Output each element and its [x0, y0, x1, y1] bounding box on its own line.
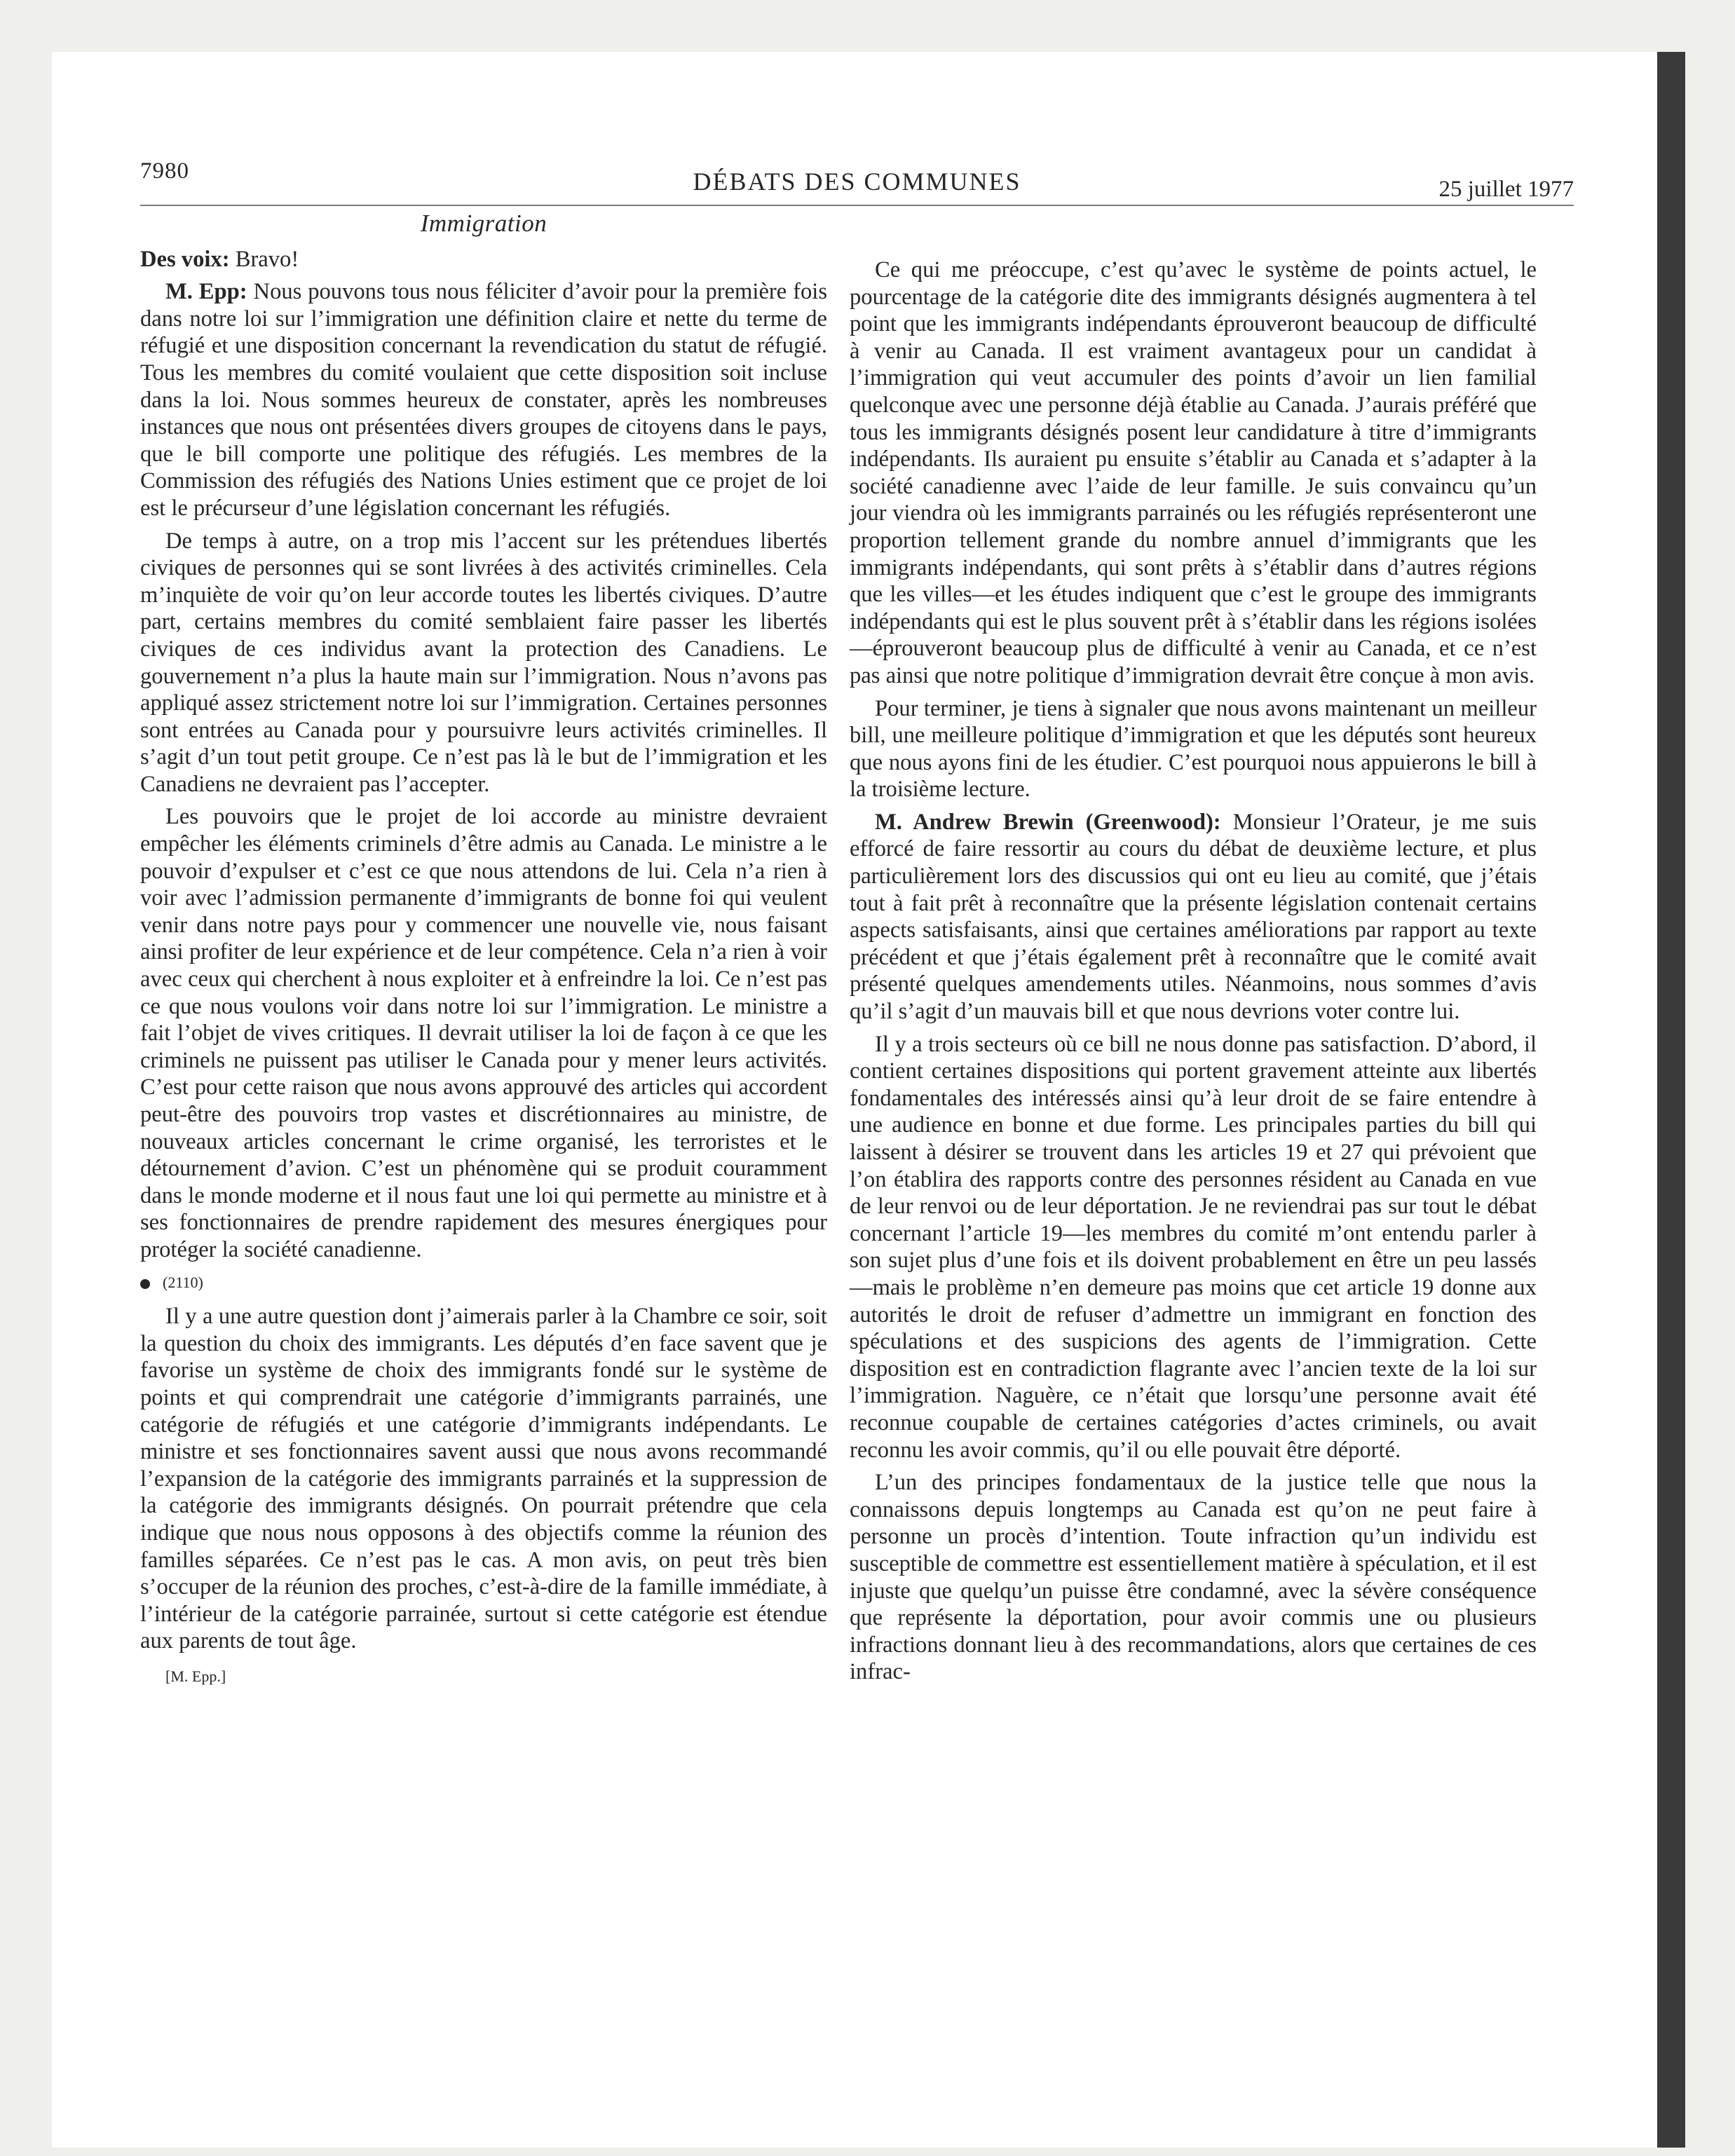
page-header [140, 158, 1574, 206]
speaker-name: M. Andrew Brewin (Greenwood): [875, 809, 1221, 835]
paragraph: Les pouvoirs que le projet de loi accorde au ministre devraient empêcher les éléments criminels d’être admis au Canada. Le ministre a le pouvoir d’expulser et c’est ce que nous attendons de lui. Cela n’a rien à voir avec l’admission permanente d’immigrants de bonne foi qui veulent venir dans notre pays pour y commencer une nouvelle vie, nous faisant ainsi profiter de leur expérience et de leur compétence. Cela n’a rien à voir avec ceux qui cherchent à nous exploiter et à enfreindre la loi. Ce n’est pas ce que nous voulons voir dans notre loi sur l’immigration. Le ministre a fait l’objet de vives critiques. Il devrait utiliser la loi de façon à ce que les criminels ne puissent pas utiliser le Canada pour y mener leurs activités. C’est pour cette raison que nous avons approuvé des articles qui accordent peut-être des pouvoirs trop vastes et discrétionnaires au ministre, de nouveaux articles concernant le crime organisé, les terroristes et le détournement d’avion. C’est un phénomène qui se produit couramment dans le monde moderne et il nous faut une loi qui permette au ministre et à ses fonctionnaires de prendre rapidement des mesures énergiques pour protéger la société canadienne. [140, 804, 827, 1262]
time-marker [140, 1269, 827, 1297]
paragraph: Il y a une autre question dont j’aimerais parler à la Chambre ce soir, soit la question du choix des immigrants. Les députés d’en face savent que je favorise un système de choix des immigrants fondé sur le système de points et qui comprendrait une catégorie d’immigrants parrainés, une catégorie de réfugiés et une catégorie d’immigrants indépendants. Le ministre et ses fonctionnaires savent aussi que nous avons recommandé l’expansion de la catégorie des immigrants parrainés et la suppression de la catégorie des immigrants désignés. On pourrait prétendre que cela indique que nous nous opposons à des objectifs comme la réunion des familles séparées. Ce n’est pas le cas. A mon avis, on peut très bien s’occuper de la réunion des proches, c’est-à-dire de la famille immédiate, à l’intérieur de la catégorie parrainée, surtout si cette catégorie est étendue aux parents de tout âge. [140, 1304, 827, 1654]
paragraph-text: Monsieur l’Orateur, je me suis efforcé de faire ressortir au cours du débat de deuxième lecture, et plus particulièrement lors des discussios qui ont eu lieu au comité, que j’étais tout à fait prêt à reconnaître que la présente législation contenait certains aspects satisfaisants, ainsi que certaines améliorations par rapport au texte précédent et que j’étais également prêt à reconnaître que le comité avait présenté quelques amendements utiles. Néanmoins, nous sommes d’avis qu’il s’agit d’un mauvais bill et que nous devrions voter contre lui. [850, 809, 1537, 1025]
paragraph [140, 246, 827, 273]
paragraph: De temps à autre, on a trop mis l’accent sur les prétendues libertés civiques de personnes qui se sont livrées à des activités criminelles. Cela m’inquiète de voir qu’on leur accorde toutes les libertés civiques. D’autre part, certains membres du comité semblaient faire passer les libertés civiques de ces individus avant la protection des Canadiens. Le gouvernement n’a plus la haute main sur l’immigration. Nous n’avons pas appliqué assez strictement notre loi sur l’immigration. Certaines personnes sont entrées au Canada pour y poursuivre leurs activités criminelles. Il s’agit d’un tout petit groupe. Ce n’est pas là le but de l’immigration et les Canadiens ne devraient pas l’accepter. [140, 528, 827, 797]
header-rule [140, 205, 1574, 206]
paragraph-text: Nous pouvons tous nous féliciter d’avoir pour la première fois dans notre loi sur l’immigration une définition claire et nette du terme de réfugié et une disposition concernant la revendication du statut de réfugié. Tous les membres du comité voulaient que cette disposition soit incluse dans la loi. Nous sommes heureux de constater, après les nombreuses instances que nous ont présentées divers groupes de citoyens dans le pays, que le bill comporte une politique des réfugiés. Les membres de la Commission des réfugiés des Nations Unies estiment que ce projet de loi est le précurseur d’une législation concernant les réfugiés. [140, 279, 827, 521]
speaker-name: M. Epp: [165, 279, 247, 305]
bullet-icon [140, 1279, 150, 1289]
journal-title: DÉBATS DES COMMUNES [693, 168, 1021, 196]
page-date: 25 juillet 1977 [1438, 177, 1574, 202]
section-title: Immigration [420, 210, 547, 237]
paragraph: Il y a trois secteurs où ce bill ne nous donne pas satisfaction. D’abord, il contient certaines dispositions qui portent gravement atteinte aux libertés fondamentales des intéressés ainsi qu’à leur droit de se faire entendre à une audience en bonne et due forme. Les principales parties du bill qui laissent à désirer se trouvent dans les articles 19 et 27 qui prévoient que l’on établira des rapports contre des personnes résident au Canada en vue de leur renvoi ou de leur déportation. Je ne reviendrai pas sur tout le débat concernant l’article 19—les membres du comité m’ont entendu parler à son sujet plus d’une fois et ils doivent probablement en être un peu lassés—mais le problème n’en demeure pas moins que cet article 19 donne aux autorités le droit de refuser d’admettre un immigrant en fonction des spéculations et des suspicions des agents de l’immigration. Cette disposition est en contradiction flagrante avec l’ancien texte de la loi sur l’immigration. Naguère, ce n’était que lorsqu’une personne avait été reconnue coupable de certaines catégories d’actes criminels, ou avait reconnu les avoir commis, qu’il ou elle pouvait être déporté. [850, 1031, 1537, 1463]
time-marker-text: (2110) [163, 1273, 203, 1291]
paragraph: Pour terminer, je tiens à signaler que nous avons maintenant un meilleur bill, une meilleure politique d’immigration et que les députés sont heureux que nous ayons fini de les étudier. C’est pourquoi nous appuierons le bill à la troisième lecture. [850, 695, 1537, 803]
speaker-attribution: [M. Epp.] [165, 1667, 226, 1685]
paragraph [140, 278, 827, 521]
scan-edge-shadow [1657, 52, 1685, 2148]
paragraph: L’un des principes fondamentaux de la justice telle que nous la connaissons depuis longtemps au Canada est qu’on ne peut faire à personne un procès d’intention. Toute infraction qu’un individu est susceptible de commettre est essentiellement matière à spéculation, et il est injuste que quelqu’un puisse être condamné, avec la sévère conséquence que représente la déportation, pour avoir commis une ou plusieurs infractions donnant lieu à des recommandations, alors que certaines de ces infrac- [850, 1470, 1537, 1685]
paragraph: Ce qui me préoccupe, c’est qu’avec le système de points actuel, le pourcentage de la catégorie dite des immigrants désignés augmentera à tel point que les immigrants indépendants éprouveront beaucoup de difficulté à venir au Canada. Il est vraiment avantageux pour un candidat à l’immigration qui veut accumuler des points d’avoir un lien familial quelconque avec une personne déjà établie au Canada. J’aurais préféré que tous les immigrants désignés posent leur candidature à titre d’immigrants indépendants. Ils auraient pu ensuite s’établir au Canada et s’adapter à la société canadienne avec l’aide de leur famille. Je suis convaincu qu’un jour viendra où les immigrants parrainés ou les réfugiés représenteront une proportion tellement grande du nombre annuel d’immigrants que les immigrants indépendants, qui sont prêts à s’établir dans d’autres régions que les villes—et les études indiquent que c’est le groupe des immigrants indépendants qui est le plus souvent prêt à s’établir dans les régions isolées—éprouveront beaucoup plus de difficulté à venir au Canada, et ce n’est pas ainsi que notre politique d’immigration devrait être conçue à mon avis. [850, 257, 1537, 688]
speaker-name: Des voix: [140, 246, 230, 272]
page-number: 7980 [140, 158, 189, 184]
right-column [850, 257, 1537, 1691]
paragraph [850, 809, 1537, 1025]
left-column [140, 210, 827, 1690]
paragraph-text: Bravo! [229, 246, 299, 272]
